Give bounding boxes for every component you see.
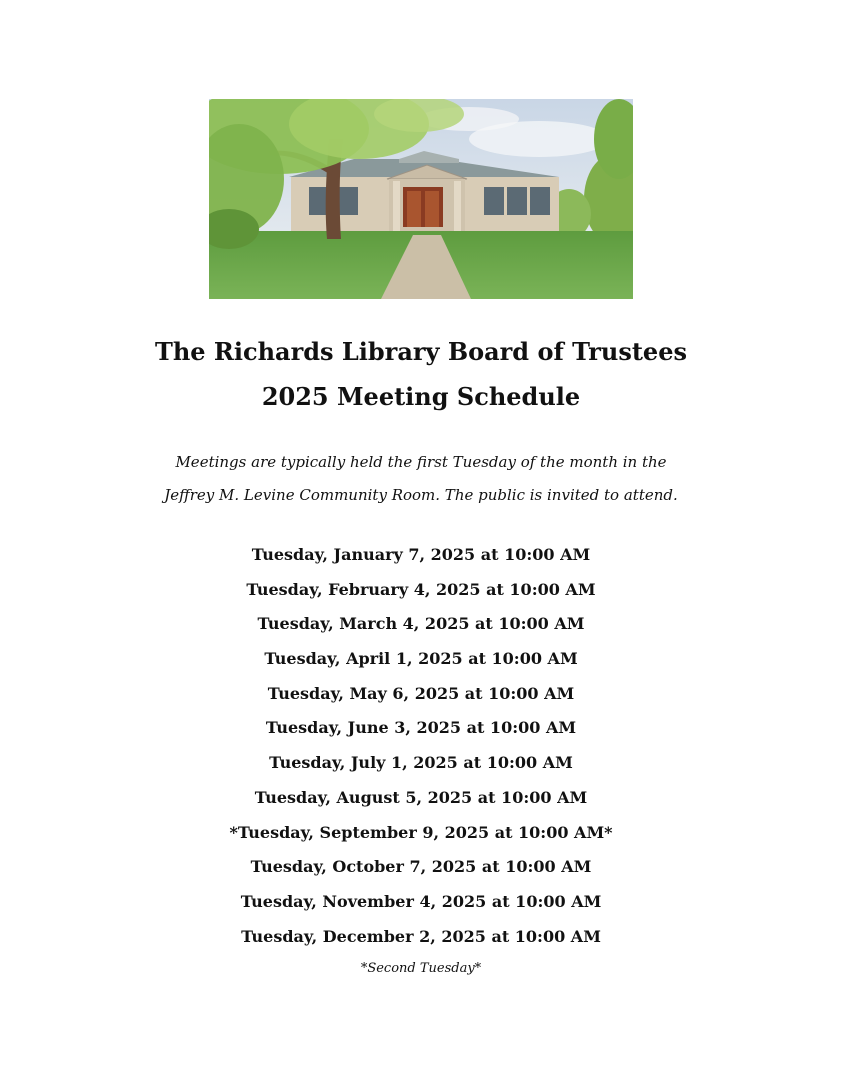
meeting-date-october: Tuesday, October 7, 2025 at 10:00 AM bbox=[250, 857, 592, 877]
meeting-date-january: Tuesday, January 7, 2025 at 10:00 AM bbox=[251, 545, 591, 564]
document-title: The Richards Library Board of Trustees bbox=[155, 337, 687, 366]
meeting-date-november: Tuesday, November 4, 2025 at 10:00 AM bbox=[240, 891, 602, 911]
meeting-date-august: Tuesday, August 5, 2025 at 10:00 AM bbox=[254, 787, 588, 807]
meeting-date-july: Tuesday, July 1, 2025 at 10:00 AM bbox=[269, 753, 573, 773]
meeting-date-april: Tuesday, April 1, 2025 at 10:00 AM bbox=[264, 649, 578, 669]
intro-text-line-1: Meetings are typically held the first Tuesday of the month in the bbox=[175, 453, 667, 471]
library-building-image bbox=[209, 99, 633, 299]
meeting-date-december: Tuesday, December 2, 2025 at 10:00 AM bbox=[241, 926, 601, 946]
meeting-date-february: Tuesday, February 4, 2025 at 10:00 AM bbox=[246, 579, 596, 599]
meeting-date-may: Tuesday, May 6, 2025 at 10:00 AM bbox=[267, 683, 575, 703]
meeting-date-june: Tuesday, June 3, 2025 at 10:00 AM bbox=[265, 718, 577, 738]
meeting-date-march: Tuesday, March 4, 2025 at 10:00 AM bbox=[257, 614, 585, 634]
footnote: *Second Tuesday* bbox=[360, 961, 482, 976]
meeting-schedule-list bbox=[0, 545, 842, 961]
intro-text-line-2: Jeffrey M. Levine Community Room. The public is invited to attend. bbox=[164, 486, 678, 504]
document-subtitle: 2025 Meeting Schedule bbox=[261, 382, 581, 411]
meeting-date-september: *Tuesday, September 9, 2025 at 10:00 AM* bbox=[229, 822, 613, 842]
library-watercolor-illustration bbox=[209, 99, 633, 299]
